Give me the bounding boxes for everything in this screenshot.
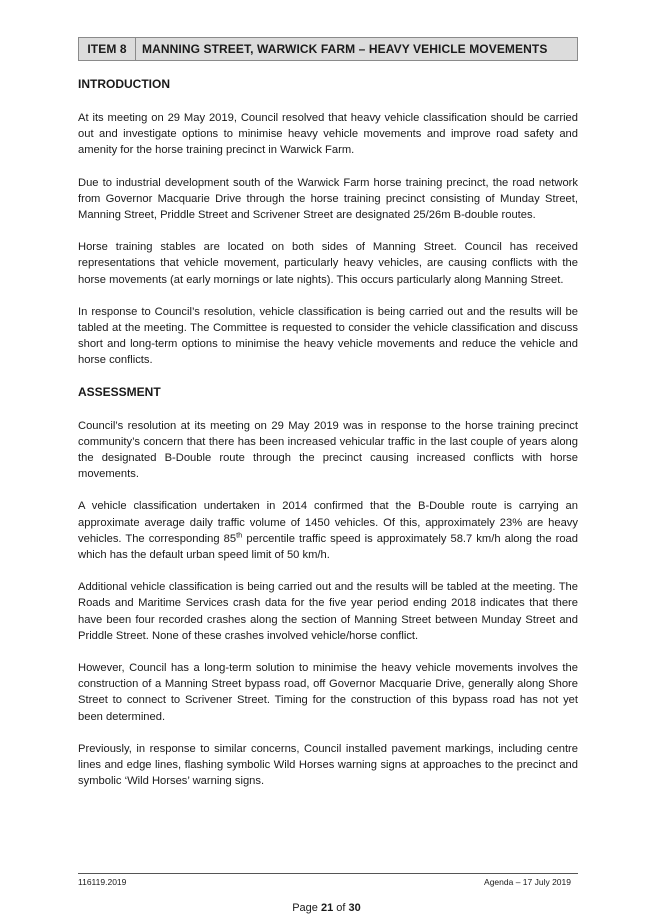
page-total: 30	[348, 902, 361, 914]
introduction-paragraph-3: Horse training stables are located on both sides of Manning Street. Council has received representations that vehicle movement, particularly heavy vehicles, are causing conflicts with the horse movements (at early mornings or late nights). This occurs particularly along Manning Street.	[78, 241, 578, 286]
item-header	[78, 37, 578, 61]
agenda-date: Agenda – 17 July 2019	[484, 877, 571, 887]
page-current: 21	[320, 902, 334, 914]
introduction-heading: INTRODUCTION	[78, 77, 170, 91]
assessment-heading: ASSESSMENT	[78, 384, 161, 399]
footer-divider	[78, 873, 578, 874]
assessment-paragraph-5: Previously, in response to similar concerns, Council installed pavement markings, including centre lines and edge lines, flashing symbolic Wild Horses warning signs at approaches to the precinct and symbolic ‘Wild Horses’ warning signs.	[78, 742, 578, 788]
document-reference: 116119.2019	[78, 877, 127, 887]
assessment-paragraph-2-part-b: percentile traffic speed is approximately 58.7 km/h along the road which has the default urban speed limit of 50 km/h.	[78, 532, 579, 562]
page-of: of	[336, 902, 346, 914]
assessment-paragraph-2	[78, 498, 578, 563]
assessment-paragraph-3: Additional vehicle classification is being carried out and the results will be tabled at the meeting. The Roads and Maritime Services crash data for the five year period ending 2018 indicates that there have been four recorded crashes along the section of Manning Street between Munday Street and Priddle Street. None of these crashes involved vehicle/horse conflict.	[78, 581, 578, 642]
assessment-paragraph-2-part-a: A vehicle classification undertaken in 2014 confirmed that the B-Double route is carrying an approximate average daily traffic volume of 1450 vehicles. Of this, approximately 23% are heavy vehicles. The corresponding 85	[78, 500, 578, 545]
assessment-paragraph-1: Council’s resolution at its meeting on 29 May 2019 was in response to the horse training precinct community’s concern that there has been increased vehicular traffic in the last couple of years along the designated B-Double route through the precinct causing increased conflicts with horse movements.	[78, 419, 578, 481]
ordinal-superscript: th	[236, 530, 243, 540]
item-number: ITEM 8	[79, 38, 136, 60]
assessment-paragraph-4: However, Council has a long-term solution to minimise the heavy vehicle movements involves the construction of a Manning Street bypass road, off Governor Macquarie Drive, generally along Shore Street to connect to Scrivener Street. Timing for the construction of this bypass road has not yet been determined.	[78, 662, 578, 723]
page-prefix: Page	[292, 902, 318, 914]
document-body	[78, 76, 578, 806]
item-title: MANNING STREET, WARWICK FARM – HEAVY VEHICLE MOVEMENTS	[142, 42, 548, 56]
introduction-paragraph-4: In response to Council’s resolution, vehicle classification is being carried out and the results will be tabled at the meeting. The Committee is requested to consider the vehicle classification and discuss short and long-term options to minimise the heavy vehicle movements and reduce the vehicle and horse conflicts.	[78, 305, 578, 367]
introduction-paragraph-2: Due to industrial development south of the Warwick Farm horse training precinct, the road network from Governor Macquarie Drive through the horse training precinct consisting of Munday Street, Manning Street, Priddle Street and Scrivener Street are designated 25/26m B-double routes.	[78, 176, 578, 222]
page-number	[0, 902, 653, 914]
introduction-paragraph-1: At its meeting on 29 May 2019, Council resolved that heavy vehicle classification should be carried out and investigate options to minimise heavy vehicle movements and improve road safety and amenity for the horse training precinct in Warwick Farm.	[78, 112, 578, 157]
